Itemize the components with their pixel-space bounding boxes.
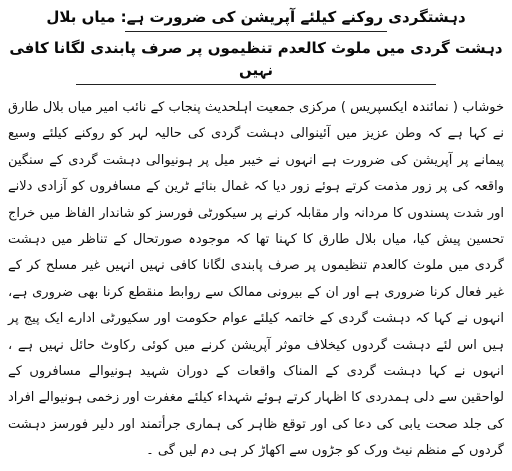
headline: دہشتگردی روکنے کیلئے آپریشن کی ضرورت ہے: میاں بلال	[46, 8, 466, 26]
article-body: خوشاب ( نمائندہ ایکسپریس ) مرکزی جمعیت اہلحدیث پنجاب کے نائب امیر میاں بلال طارق نے کہا ہے کہ وطن عزیز میں آئینوالی دہشت گردی کی حالیہ لہر کو روکنے کیلئے وسیع پیمانے پر آپریشن کی ضرورت ہے انہوں نے خیبر میل پر ہونیوالی دہشت گردی کے سنگین واقعہ کی پر زور مذمت کرتے ہوئے زور دیا کہ غمال بنائے ٹرین کے مسافروں کو آزادی دلانے اور شدت پسندوں کا مردانہ وار مقابلہ کرنے پر سیکورٹی فورسز کو شاندار الفاظ میں خراج تحسین پیش کیا، میاں بلال طارق کا کہنا تھا کہ موجودہ صورتحال کے تناظر میں دہشت گردی میں ملوث کالعدم تنظیموں پر صرف پابندی لگانا کافی نہیں انہیں غیر مسلح کر کے غیر فعال کرنا ضروری ہے اور ان کے بیرونی ممالک سے روابط منقطع کرنا بھی ضروری ہے، انہوں نے کہا کہ دہشت گردی کے خاتمہ کیلئے عوام حکومت اور سکیورٹی ادارے ایک پیج پر ہیں اس لئے دہشت گردوں کیخلاف موثر آپریشن کرنے میں کوئی رکاوٹ حائل نہیں ہے ، انہوں نے کہا دہشت گردی کے المناک واقعات کے دوران شہید ہونیوالے مسافروں کے لواحقین سے دلی ہمدردی کا اظہار کرتے ہوئے شہداء کیلئے مغفرت اور زخمی ہونیوالے افراد کی جلد صحت یابی کی دعا کی اور توقع ظاہر کی ہماری جرأتمند اور دلیر فورسز دہشت گردوں کے منظم نیٹ ورک کو جڑوں سے اکھاڑ کر ہی دم لیں گی ۔	[8, 100, 504, 459]
subheadline-underline	[76, 84, 436, 85]
headline-underline	[125, 31, 387, 32]
subheadline: دہشت گردی میں ملوث کالعدم تنظیموں پر صرف پابندی لگانا کافی نہیں	[9, 39, 503, 79]
